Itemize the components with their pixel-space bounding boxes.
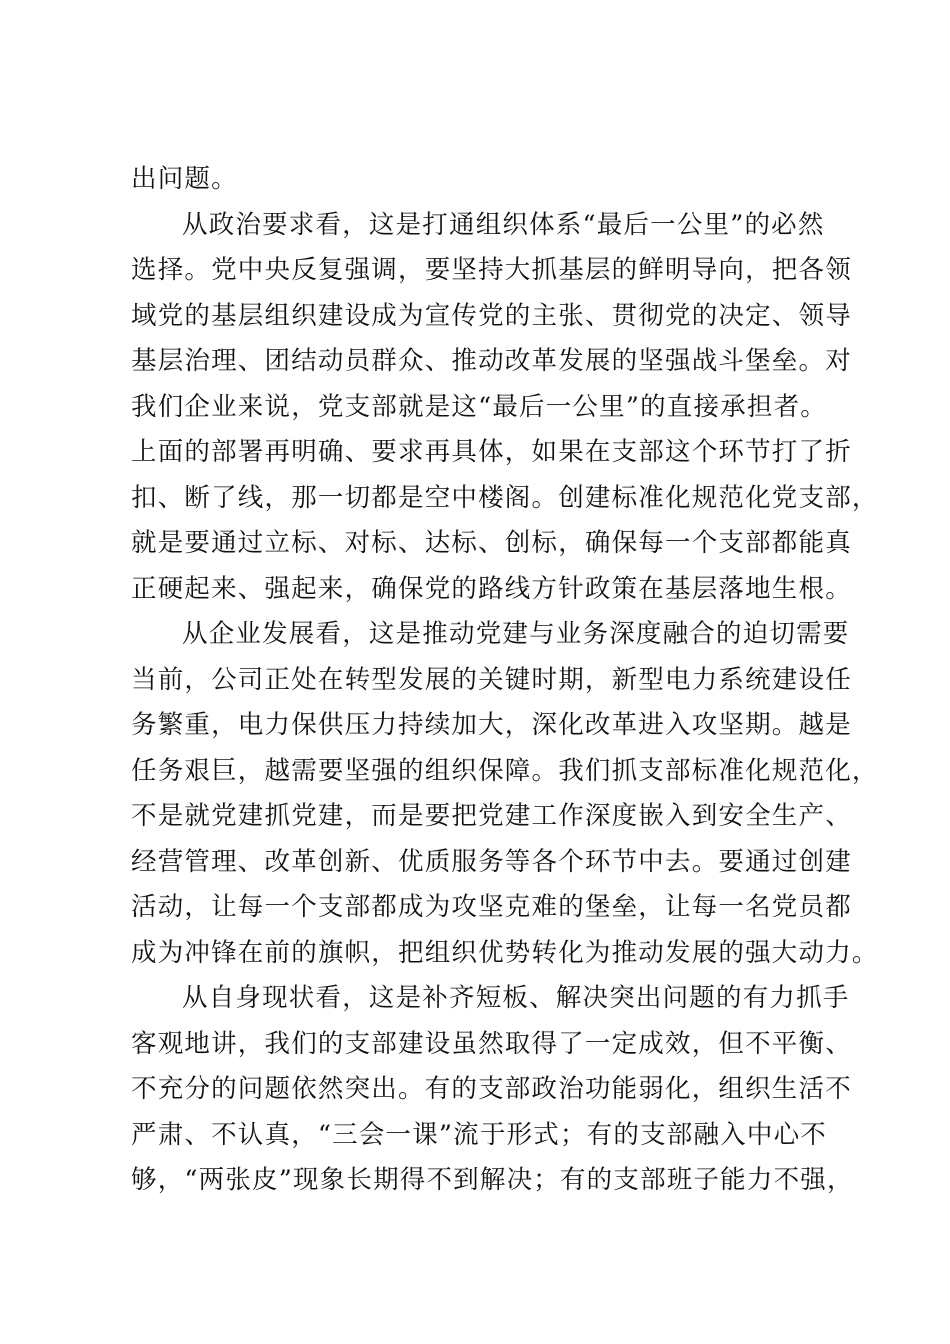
text-line: 任务艰巨，越需要坚强的组织保障。我们抓支部标准化规范化， [131, 755, 879, 786]
text-line: 成为冲锋在前的旗帜，把组织优势转化为推动发展的强大动力。 [131, 937, 879, 968]
text-line: 不是就党建抓党建，而是要把党建工作深度嵌入到安全生产、 [131, 801, 852, 831]
text-line: 上面的部署再明确、要求再具体，如果在支部这个环节打了折 [131, 437, 852, 467]
text-line: 客观地讲，我们的支部建设虽然取得了一定成效，但不平衡、 [131, 1028, 852, 1059]
paragraph-first-line: 从政治要求看，这是打通组织体系“最后一公里”的必然 [182, 209, 825, 240]
text-line: 不充分的问题依然突出。有的支部政治功能弱化，组织生活不 [131, 1074, 852, 1104]
text-line: 务繁重，电力保供压力持续加大，深化改革进入攻坚期。越是 [131, 710, 852, 740]
text-line: 扣、断了线，那一切都是空中楼阁。创建标准化规范化党支部， [131, 482, 879, 513]
text-line: 活动，让每一个支部都成为攻坚克难的堡垒，让每一名党员都 [131, 892, 852, 922]
paragraph-first-line: 从自身现状看，这是补齐短板、解决突出问题的有力抓手 [182, 983, 850, 1013]
text-line: 正硬起来、强起来，确保党的路线方针政策在基层落地生根。 [131, 573, 852, 604]
text-line: 就是要通过立标、对标、达标、创标，确保每一个支部都能真 [131, 528, 852, 558]
text-line: 我们企业来说，党支部就是这“最后一公里”的直接承担者。 [131, 391, 827, 422]
text-line: 够，“两张皮”现象长期得不到解决；有的支部班子能力不强， [131, 1165, 854, 1195]
text-line: 选择。党中央反复强调，要坚持大抓基层的鲜明导向，把各领 [131, 255, 852, 285]
text-line: 出问题。 [131, 164, 238, 194]
text-line: 域党的基层组织建设成为宣传党的主张、贯彻党的决定、领导 [131, 300, 852, 331]
body-text [131, 157, 879, 1204]
paragraph-first-line: 从企业发展看，这是推动党建与业务深度融合的迫切需要 [182, 619, 850, 649]
text-line: 严肃、不认真，“三会一课”流于形式；有的支部融入中心不 [131, 1119, 827, 1150]
text-line: 经营管理、改革创新、优质服务等各个环节中去。要通过创建 [131, 846, 852, 877]
text-line: 基层治理、团结动员群众、推动改革发展的坚强战斗堡垒。对 [131, 346, 852, 376]
text-line: 当前，公司正处在转型发展的关键时期，新型电力系统建设任 [131, 664, 852, 695]
